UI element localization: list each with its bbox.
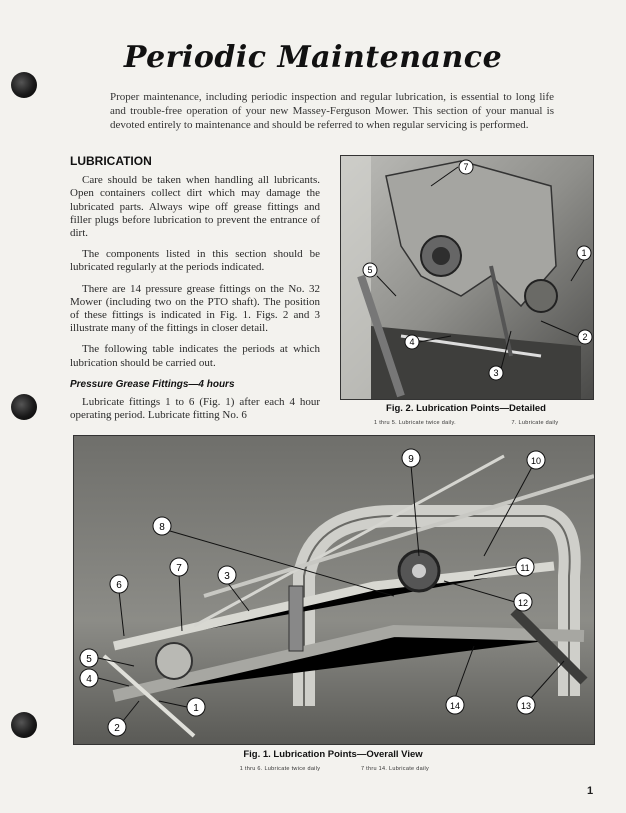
intro-paragraph: Proper maintenance, including periodic inspection and regular lubrication, is essential to long life and trouble-free operation of your new Massey-Ferguson Mower. This section of your manual is devoted entirely to maintenance and should be referred to when regular servicing is performed. [110,91,554,131]
callout-6 [110,575,128,636]
fig2-caption: Fig. 2. Lubrication Points—Detailed [386,403,546,414]
callout-1 [571,246,591,281]
fig1-note-right: 7 thru 14. Lubricate daily [360,766,430,772]
callout-7 [170,558,188,631]
fig1-photo [73,435,595,745]
fig2-note-right: 7. Lubricate daily [511,420,559,426]
svg-text:6: 6 [116,580,122,591]
callout-1 [159,698,205,716]
grease-fittings-paragraph: Lubricate fittings 1 to 6 (Fig. 1) after each 4 hour operating period. Lubricate fitting No. 6 [70,396,320,422]
binder-hole-middle [11,394,37,420]
callout-14 [446,646,474,714]
fig2-photo [340,155,594,400]
callout-2 [108,701,139,736]
svg-text:1: 1 [193,703,199,714]
callout-12 [444,581,532,611]
callout-8 [153,517,394,596]
svg-text:9: 9 [408,454,414,465]
page-number: 1 [587,785,594,797]
callout-4 [80,669,129,687]
callout-3 [218,566,249,611]
svg-text:7: 7 [176,563,182,574]
svg-text:11: 11 [520,563,530,573]
fig2-callout-layer [341,156,593,399]
callout-3 [489,331,511,380]
callout-11 [474,558,534,576]
svg-text:10: 10 [530,456,542,466]
fig2-note-left: 1 thru 5. Lubricate twice daily. [374,420,456,426]
svg-text:12: 12 [517,598,529,608]
svg-text:13: 13 [520,701,532,711]
page-title: Periodic Maintenance [123,40,503,75]
svg-text:4: 4 [86,674,92,685]
callout-5 [80,649,134,667]
svg-text:3: 3 [493,368,499,378]
lubrication-paragraph: Care should be taken when handling all lubricants. Open containers collect dirt which may damage the lubricated parts. Always wipe off grease fittings and filler plugs before lubrication to prevent the entrance of dirt. [70,174,320,240]
svg-text:2: 2 [114,723,120,734]
svg-text:5: 5 [86,654,92,665]
lubrication-section [70,155,320,430]
svg-text:1: 1 [581,248,587,258]
callout-13 [517,661,564,714]
callout-7 [431,160,473,186]
callout-5 [363,263,396,296]
callout-4 [405,335,451,349]
fig1-callout-layer [74,436,594,744]
lubrication-paragraph: The following table indicates the periods at which lubrication should be carried out. [70,343,320,369]
callout-9 [402,449,420,556]
lubrication-heading: LUBRICATION [70,154,152,168]
binder-hole-bottom [11,712,37,738]
fig1-caption: Fig. 1. Lubrication Points—Overall View [243,749,423,760]
lubrication-paragraph: The components listed in this section should be lubricated regularly at the periods indicated. [70,248,320,274]
svg-text:14: 14 [449,701,461,711]
svg-text:7: 7 [463,162,469,172]
svg-text:3: 3 [224,571,230,582]
svg-text:5: 5 [367,265,373,275]
lubrication-paragraph: There are 14 pressure grease fittings on the No. 32 Mower (including two on the PTO shaft). The position of these fittings is indicated in Fig. 1. Figs. 2 and 3 illustrate many of the fittings in closer detail. [70,282,320,335]
svg-text:4: 4 [409,337,415,347]
fig1-note-left: 1 thru 6. Lubricate twice daily [239,766,321,772]
grease-fittings-subheading: Pressure Grease Fittings—4 hours [70,378,235,390]
callout-10 [484,451,545,556]
binder-hole-top [11,72,37,98]
svg-text:8: 8 [159,522,165,533]
svg-text:2: 2 [582,332,588,342]
callout-2 [541,321,592,344]
